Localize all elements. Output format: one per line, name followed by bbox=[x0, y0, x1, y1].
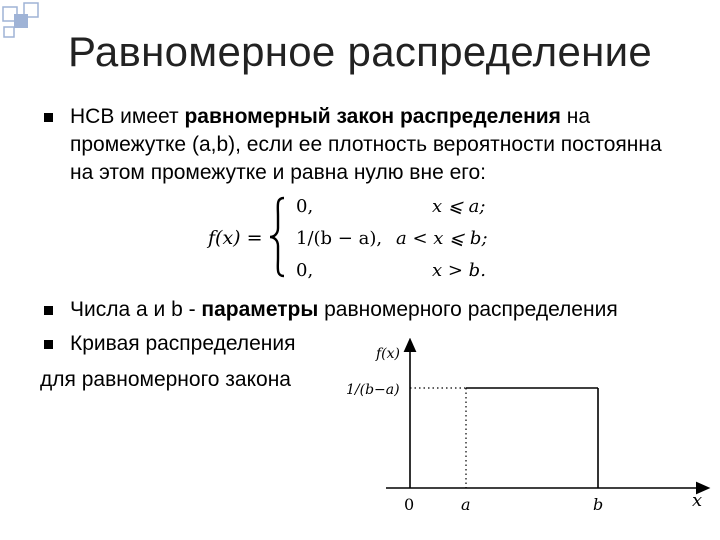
parameters-bold: параметры bbox=[201, 298, 319, 321]
bullet-curve-line1: Кривая распределения bbox=[70, 332, 296, 355]
x-axis-label: x bbox=[692, 490, 703, 511]
bullet-marker bbox=[44, 340, 53, 349]
level-label: 1/(b−a) bbox=[346, 382, 400, 398]
case-1-condition: x ⩽ a; bbox=[432, 196, 486, 217]
b-label: b bbox=[593, 495, 604, 514]
parameters-prefix: Числа a и b - bbox=[70, 298, 202, 321]
case-1-value: 0, bbox=[296, 196, 314, 217]
uniform-density-graph bbox=[330, 338, 720, 540]
bullet-definition bbox=[70, 103, 690, 187]
parameters-suffix: равномерного распределения bbox=[318, 298, 618, 321]
definition-bold: равномерный закон распределения bbox=[184, 105, 561, 128]
bullet-marker bbox=[44, 113, 53, 122]
bullet-curve-line2: для равномерного закона bbox=[40, 368, 291, 391]
definition-prefix: НСВ имеет bbox=[70, 105, 185, 128]
case-3-condition: x > b. bbox=[432, 260, 486, 281]
formula-brace bbox=[270, 198, 284, 276]
y-axis-label: f(x) bbox=[376, 346, 401, 362]
bullet-marker bbox=[44, 306, 53, 315]
bullet-parameters bbox=[70, 296, 618, 324]
origin-label: 0 bbox=[404, 495, 415, 514]
formula-lhs: f(x) = bbox=[208, 227, 263, 249]
case-3-value: 0, bbox=[296, 260, 314, 281]
case-2-condition: a < x ⩽ b; bbox=[396, 228, 488, 249]
density-formula bbox=[200, 192, 520, 282]
slide-title: Равномерное распределение bbox=[67, 28, 653, 75]
a-label: a bbox=[461, 495, 471, 514]
case-2-value: 1/(b − a), bbox=[296, 228, 383, 249]
definition-suffix: на промежутке (a,b), если ее плотность вероятности постоянна на этом промежутке и равна нулю вне его: bbox=[70, 105, 662, 184]
